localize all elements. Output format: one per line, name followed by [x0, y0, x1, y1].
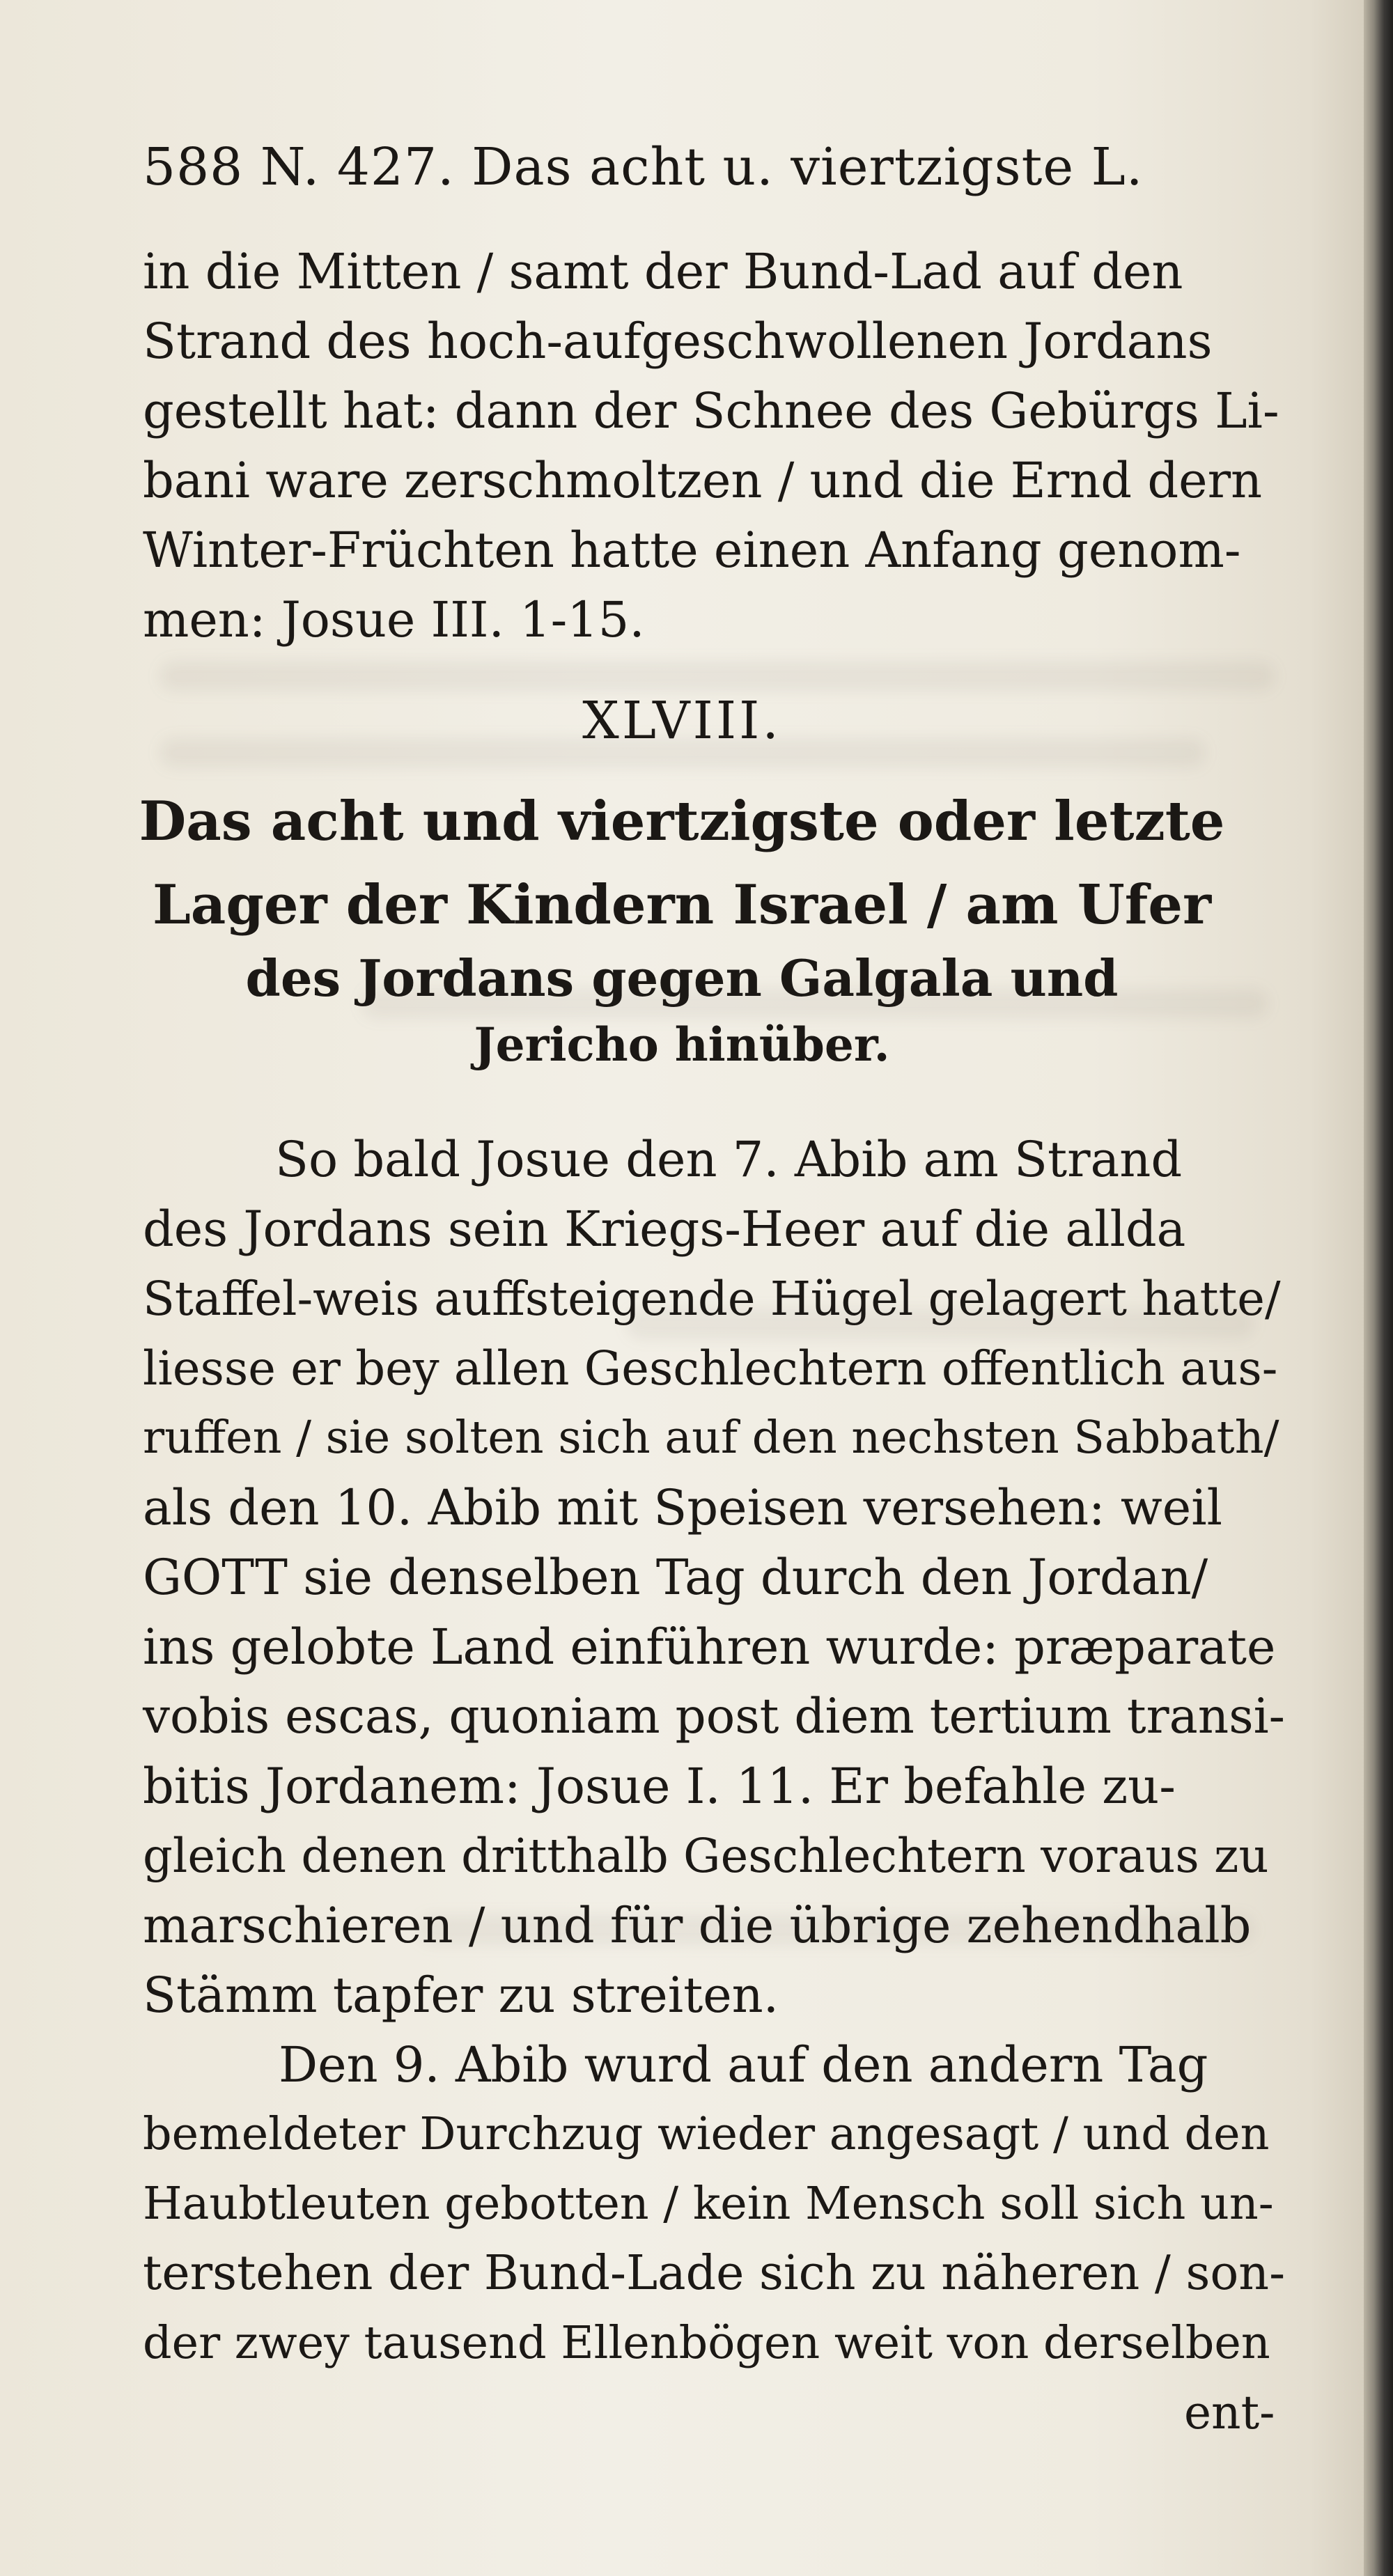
text-line: Staffel-weis auffsteigende Hügel gelagert hatte/: [143, 1272, 1281, 1326]
text-line: men: Josue III. 1-15.: [143, 591, 645, 648]
chapter-title-line: Lager der Kindern Israel / am Ufer: [152, 873, 1212, 937]
text-line: ins gelobte Land einführen wurde: præparate: [143, 1618, 1276, 1676]
text-line: vobis escas, quoniam post diem tertium transi-: [143, 1689, 1285, 1744]
text-line: Haubtleuten gebotten / kein Mensch soll sich un-: [143, 2178, 1274, 2230]
chapter-title-line: des Jordans gegen Galgala und: [245, 949, 1119, 1008]
text-line: des Jordans sein Kriegs-Heer auf die allda: [143, 1201, 1186, 1258]
text-line: gestellt hat: dann der Schnee des Gebürgs Li-: [143, 382, 1279, 439]
chapter-title-line: Jericho hinüber.: [474, 1017, 890, 1072]
text-line: GOTT sie denselben Tag durch den Jordan/: [143, 1549, 1208, 1606]
text-line: terstehen der Bund-Lade sich zu näheren / son-: [143, 2246, 1286, 2301]
binding-edge-shadow: [1364, 0, 1393, 2576]
text-line: So bald Josue den 7. Abib am Strand: [275, 1131, 1183, 1188]
text-line: Stämm tapfer zu streiten.: [143, 1967, 779, 2024]
chapter-number: XLVIII.: [582, 691, 781, 751]
text-line: bemeldeter Durchzug wieder angesagt / und den: [143, 2108, 1270, 2160]
text-line: bani ware zerschmoltzen / und die Ernd dern: [143, 452, 1263, 509]
text-line: der zwey tausend Ellenbögen weit von derselben: [143, 2317, 1270, 2369]
text-line: marschieren / und für die übrige zehendhalb: [143, 1897, 1252, 1954]
running-header: 588 N. 427. Das acht u. viertzigste L.: [143, 137, 1144, 197]
text-line: liesse er bey allen Geschlechtern offentlich aus-: [143, 1341, 1278, 1396]
catchword: ent-: [1184, 2386, 1275, 2440]
text-line: ruffen / sie solten sich auf den nechsten Sabbath/: [143, 1412, 1279, 1464]
text-line: Den 9. Abib wurd auf den andern Tag: [279, 2036, 1208, 2093]
text-line: gleich denen dritthalb Geschlechtern voraus zu: [143, 1829, 1269, 1883]
chapter-title-line: Das acht und viertzigste oder letzte: [139, 790, 1225, 853]
text-line: in die Mitten / samt der Bund-Lad auf den: [143, 243, 1183, 300]
text-line: als den 10. Abib mit Speisen versehen: weil: [143, 1479, 1222, 1536]
text-line: Strand des hoch-aufgeschwollenen Jordans: [143, 313, 1213, 370]
text-line: Winter-Früchten hatte einen Anfang genom-: [143, 522, 1241, 579]
text-line: bitis Jordanem: Josue I. 11. Er befahle zu-: [143, 1758, 1176, 1815]
